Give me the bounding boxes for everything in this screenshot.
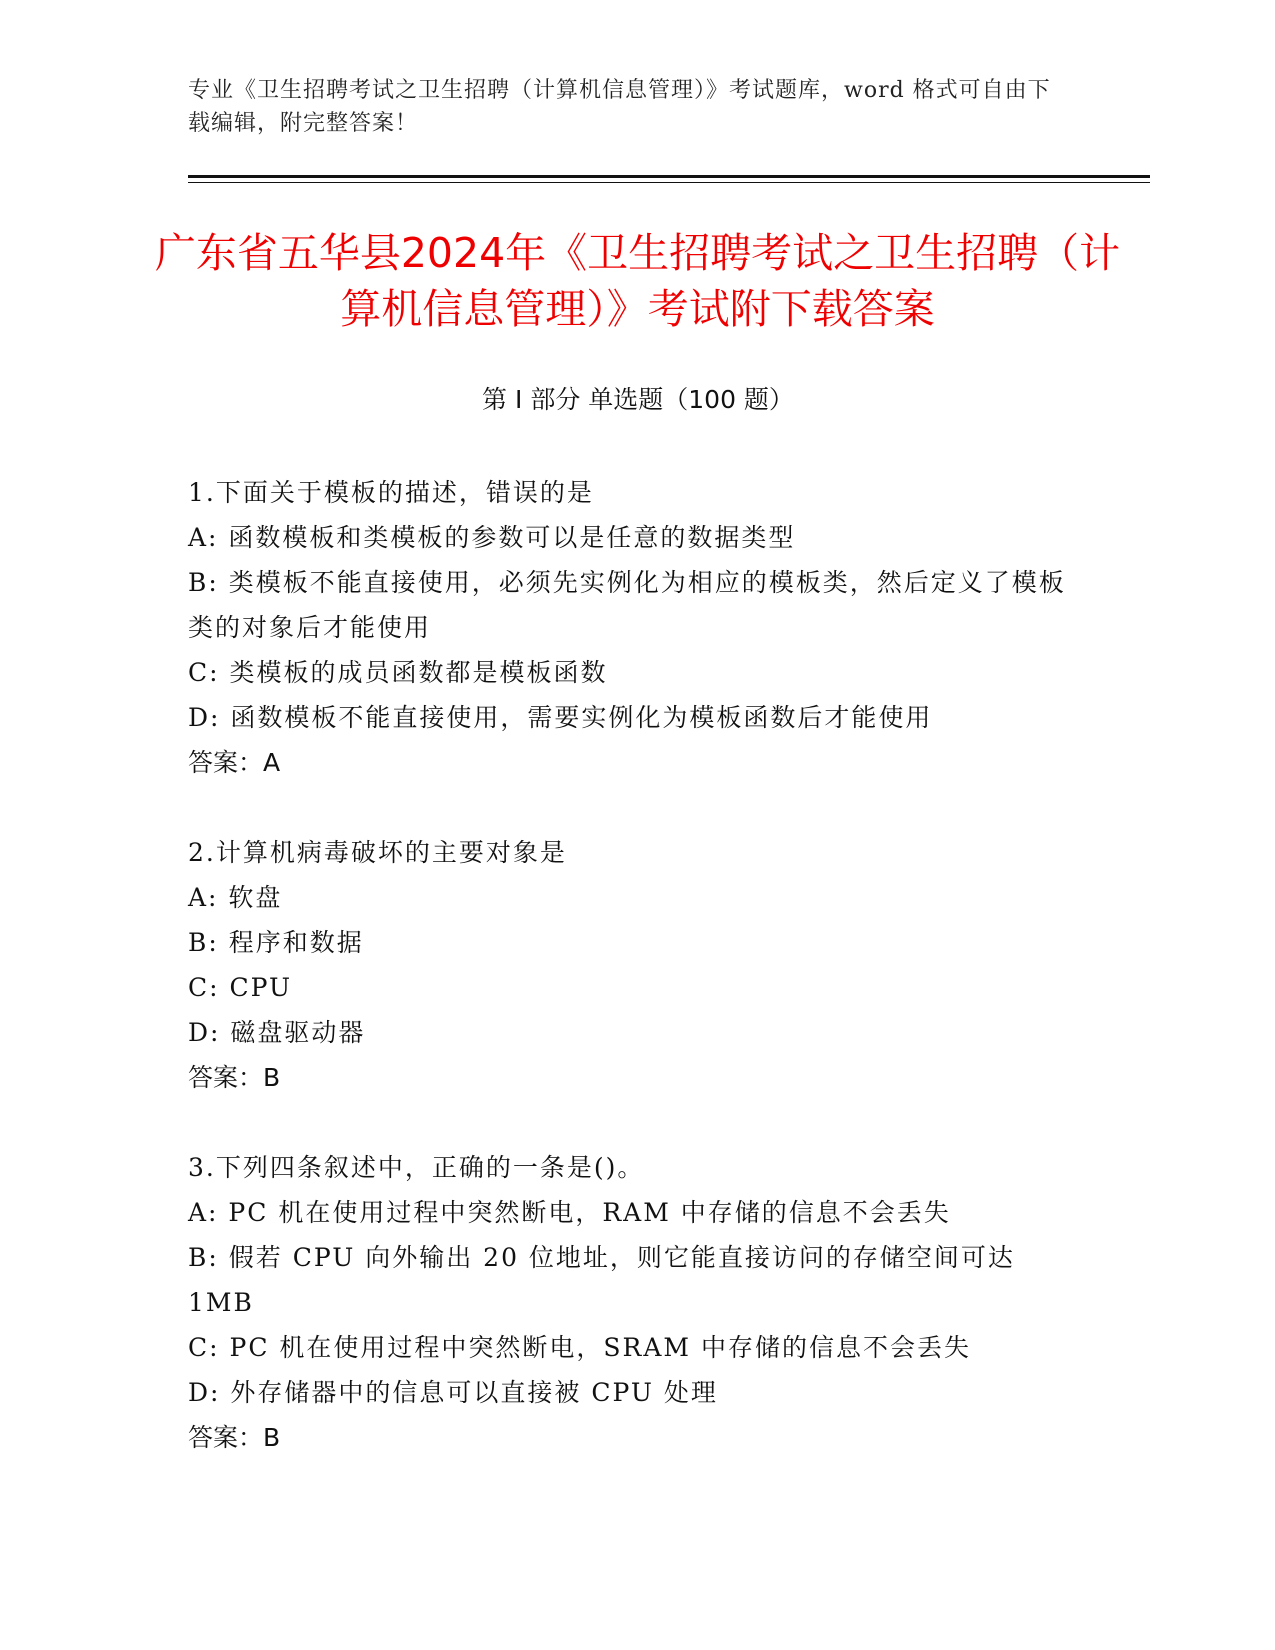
option-c: C: CPU bbox=[188, 973, 293, 1002]
document-title: 广东省五华县2024年《卫生招聘考试之卫生招聘（计算机信息管理）》考试附下载答案 bbox=[154, 229, 1121, 333]
option-b: B: 假若 CPU 向外输出 20 位地址，则它能直接访问的存储空间可达 1MB bbox=[188, 1243, 1015, 1317]
question-list bbox=[188, 470, 1088, 1505]
question-2 bbox=[188, 830, 1088, 1100]
option-d: D: 函数模板不能直接使用，需要实例化为模板函数后才能使用 bbox=[188, 703, 933, 732]
question-1 bbox=[188, 470, 1088, 785]
header-divider-thick bbox=[188, 175, 1150, 178]
question-stem: 3.下列四条叙述中，正确的一条是()。 bbox=[188, 1153, 645, 1182]
option-b: B: 类模板不能直接使用，必须先实例化为相应的模板类，然后定义了模板类的对象后才能使用 bbox=[188, 568, 1066, 642]
answer: 答案：B bbox=[188, 1423, 281, 1452]
header-note: 专业《卫生招聘考试之卫生招聘（计算机信息管理）》考试题库，word 格式可自由下载编辑，附完整答案！ bbox=[188, 78, 1051, 136]
option-c: C: PC 机在使用过程中突然断电，SRAM 中存储的信息不会丢失 bbox=[188, 1333, 971, 1362]
option-a: A: 函数模板和类模板的参数可以是任意的数据类型 bbox=[188, 523, 796, 552]
option-d: D: 外存储器中的信息可以直接被 CPU 处理 bbox=[188, 1378, 718, 1407]
option-d: D: 磁盘驱动器 bbox=[188, 1018, 366, 1047]
answer: 答案：A bbox=[188, 748, 281, 777]
section-heading: 第 I 部分 单选题（100 题） bbox=[482, 385, 794, 414]
header-divider-thin bbox=[188, 182, 1150, 183]
question-3 bbox=[188, 1145, 1088, 1460]
option-a: A: PC 机在使用过程中突然断电，RAM 中存储的信息不会丢失 bbox=[188, 1198, 951, 1227]
option-a: A: 软盘 bbox=[188, 883, 283, 912]
question-stem: 2.计算机病毒破坏的主要对象是 bbox=[188, 838, 567, 867]
option-c: C: 类模板的成员函数都是模板函数 bbox=[188, 658, 608, 687]
answer: 答案：B bbox=[188, 1063, 281, 1092]
question-stem: 1.下面关于模板的描述，错误的是 bbox=[188, 478, 594, 507]
option-b: B: 程序和数据 bbox=[188, 928, 364, 957]
